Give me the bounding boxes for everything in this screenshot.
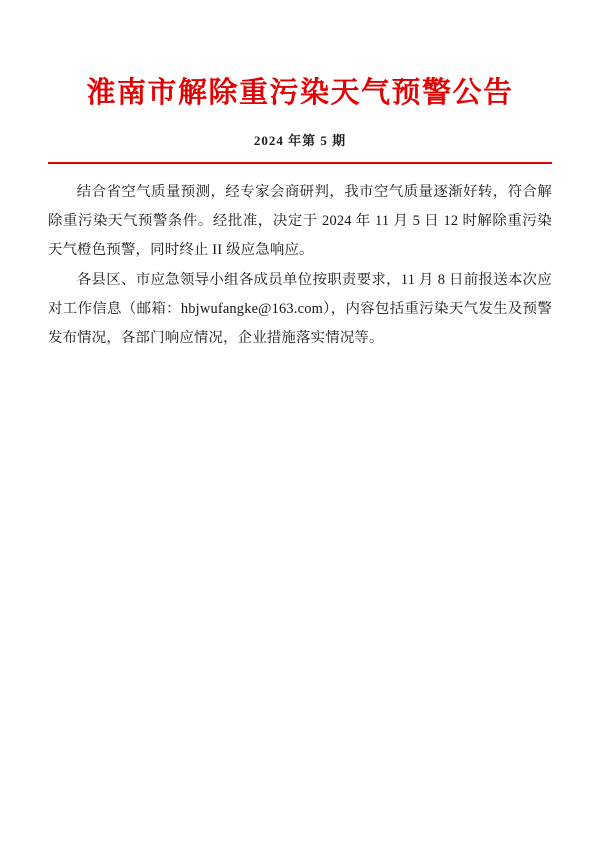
- document-issue-number: 2024 年第 5 期: [253, 133, 347, 149]
- body-paragraph-2: 各县区、市应急领导小组各成员单位按职责要求，11 月 8 日前报送本次应对工作信息（邮箱：hbjwufangke@163.com），内容包括重污染天气发生及预警发布情况，各部门响应情况，企业措施落实情况等。: [48, 271, 552, 346]
- body-paragraph-1: 结合省空气质量预测，经专家会商研判，我市空气质量逐渐好转，符合解除重污染天气预警条件。经批准，决定于 2024 年 11 月 5 日 12 时解除重污染天气橙色预警，同时终止 II 级应急响应。: [48, 184, 552, 259]
- document-body: [48, 164, 552, 353]
- page-title: 淮南市解除重污染天气预警公告: [86, 75, 514, 109]
